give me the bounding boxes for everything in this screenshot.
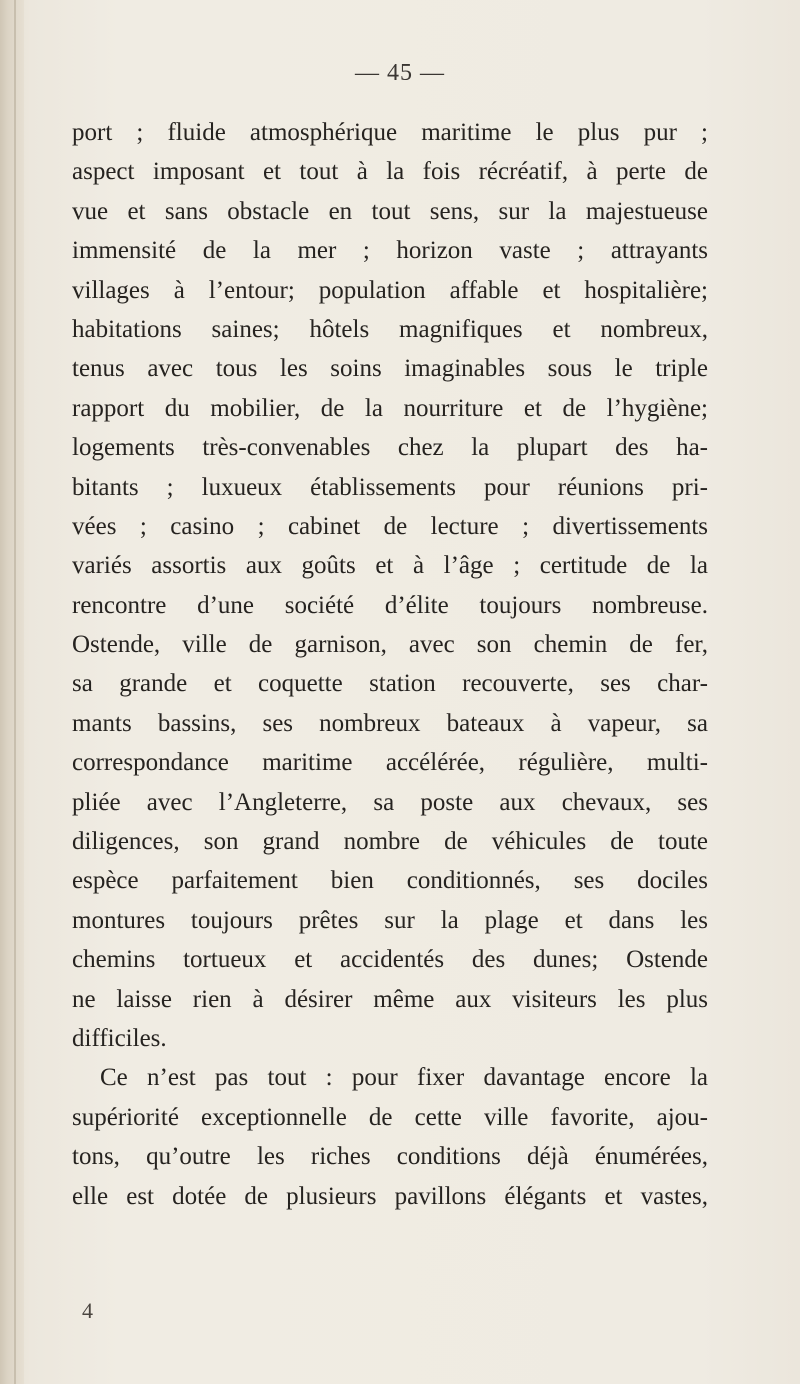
text-line: bitants ; luxueux établissements pour réunions pri- [72,473,708,501]
text-line: variés assortis aux goûts et à l’âge ; certitude de la [72,552,708,580]
text-line: espèce parfaitement bien conditionnés, ses dociles [72,867,708,895]
text-line: sa grande et coquette station recouverte, ses char- [72,670,708,698]
text-line: pliée avec l’Angleterre, sa poste aux chevaux, ses [72,788,708,816]
text-line: montures toujours prêtes sur la plage et dans les [72,906,708,934]
text-line: villages à l’entour; population affable et hospitalière; [72,276,708,304]
body-text [72,113,708,1216]
binding-shadow-line [14,0,16,1384]
text-line: habitations saines; hôtels magnifiques et nombreux, [72,315,708,343]
text-line: tons, qu’outre les riches conditions déjà énumérées, [72,1143,708,1171]
page-number-header: — 45 — [355,60,445,86]
signature-mark: 4 [82,1298,93,1323]
text-line: tenus avec tous les soins imaginables sous le triple [72,355,708,383]
text-line: diligences, son grand nombre de véhicules de toute [72,828,708,856]
text-line: vées ; casino ; cabinet de lecture ; divertissements [72,512,708,540]
text-line: rapport du mobilier, de la nourriture et de l’hygiène; [72,394,708,422]
text-line: supériorité exceptionnelle de cette ville favorite, ajou- [72,1103,708,1131]
binding-edge [0,0,24,1384]
text-line: correspondance maritime accélérée, régulière, multi- [72,749,708,777]
text-line: immensité de la mer ; horizon vaste ; attrayants [72,237,708,265]
text-line: aspect imposant et tout à la fois récréatif, à perte de [72,158,708,186]
text-line-paragraph-end: difficiles. [72,1024,167,1052]
text-line: ne laisse rien à désirer même aux visiteurs les plus [72,985,708,1013]
text-line: elle est dotée de plusieurs pavillons élégants et vastes, [72,1182,708,1210]
text-line: port ; fluide atmosphérique maritime le plus pur ; [72,119,708,146]
text-line: vue et sans obstacle en tout sens, sur la majestueuse [72,197,708,225]
text-line-paragraph-start: Ce n’est pas tout : pour fixer davantage encore la [100,1064,708,1092]
text-line: mants bassins, ses nombreux bateaux à vapeur, sa [72,709,708,737]
text-line: rencontre d’une société d’élite toujours nombreuse. [72,591,708,619]
text-line: Ostende, ville de garnison, avec son chemin de fer, [72,631,708,659]
text-line: logements très-convenables chez la plupart des ha- [72,434,708,462]
text-line: chemins tortueux et accidentés des dunes; Ostende [72,946,708,974]
